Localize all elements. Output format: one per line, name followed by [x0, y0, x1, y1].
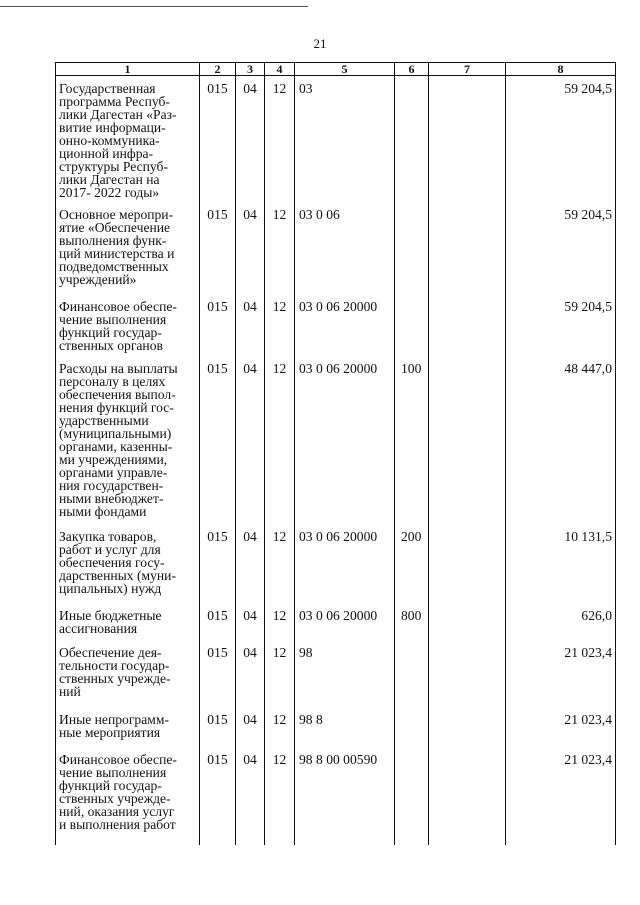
col5-cell: 98 8 00 00590 [295, 753, 395, 845]
col3-cell: 04 [236, 646, 265, 713]
col8-cell: 59 204,5 [506, 76, 616, 208]
col8-cell: 626,0 [506, 609, 616, 646]
column-header-3: 3 [236, 63, 265, 76]
row-name: Расходы на выплаты персоналу в целях обеспечения выпол- нения функций гос- ударственными (муниципальными) органами, казенны- ми учреждениями, органами управле- ния государствен- ными внебюджет- ными фондами [59, 360, 178, 519]
table-row [56, 208, 616, 300]
col3-cell: 04 [236, 530, 265, 609]
col7-cell [429, 530, 506, 609]
row-name-cell [56, 753, 200, 845]
col5-cell: 98 [295, 646, 395, 713]
col4-cell: 12 [265, 646, 295, 713]
col8-cell: 48 447,0 [506, 362, 616, 530]
row-name-cell [56, 76, 200, 208]
table-row [56, 646, 616, 713]
col2-cell: 015 [200, 609, 236, 646]
col7-cell [429, 76, 506, 208]
col5-cell: 03 0 06 [295, 208, 395, 300]
col2-cell: 015 [200, 208, 236, 300]
row-name-cell [56, 609, 200, 646]
col2-cell: 015 [200, 362, 236, 530]
table-row [56, 300, 616, 362]
row-name-cell [56, 713, 200, 753]
col2-cell: 015 [200, 753, 236, 845]
col2-cell: 015 [200, 300, 236, 362]
col5-cell: 03 0 06 20000 [295, 609, 395, 646]
row-name-cell [56, 362, 200, 530]
col3-cell: 04 [236, 362, 265, 530]
col4-cell: 12 [265, 208, 295, 300]
row-name-cell [56, 646, 200, 713]
col5-cell: 03 0 06 20000 [295, 530, 395, 609]
col7-cell [429, 713, 506, 753]
row-name: Иные непрограмм- ные мероприятия [59, 711, 169, 740]
col5-cell: 98 8 [295, 713, 395, 753]
col8-cell: 59 204,5 [506, 208, 616, 300]
table-row [56, 609, 616, 646]
col3-cell: 04 [236, 609, 265, 646]
col7-cell [429, 362, 506, 530]
col3-cell: 04 [236, 208, 265, 300]
col3-cell: 04 [236, 76, 265, 208]
col8-cell: 21 023,4 [506, 646, 616, 713]
column-header-5: 5 [295, 63, 395, 76]
col6-cell [395, 713, 429, 753]
col4-cell: 12 [265, 362, 295, 530]
column-header-2: 2 [200, 63, 236, 76]
column-header-4: 4 [265, 63, 295, 76]
col4-cell: 12 [265, 713, 295, 753]
col6-cell [395, 300, 429, 362]
row-name: Иные бюджетные ассигнования [59, 607, 162, 636]
col4-cell: 12 [265, 753, 295, 845]
col6-cell: 800 [395, 609, 429, 646]
col4-cell: 12 [265, 609, 295, 646]
budget-table [55, 62, 616, 845]
col4-cell: 12 [265, 530, 295, 609]
col5-cell: 03 [295, 76, 395, 208]
row-name-cell [56, 530, 200, 609]
table-row [56, 713, 616, 753]
col3-cell: 04 [236, 753, 265, 845]
col2-cell: 015 [200, 530, 236, 609]
col6-cell: 200 [395, 530, 429, 609]
row-name: Государственная программа Респуб- лики Дагестан «Раз- витие информаци- онно-коммуника- ционной инфра- структуры Респуб- лики Дагестан на 2017- 2022 годы» [59, 81, 177, 200]
col8-cell: 59 204,5 [506, 300, 616, 362]
col7-cell [429, 208, 506, 300]
col3-cell: 04 [236, 300, 265, 362]
table-row [56, 76, 616, 208]
col5-cell: 03 0 06 20000 [295, 300, 395, 362]
row-name: Основное меропри- ятие «Обеспечение выполнения функ- ций министерства и подведомственных учреждений» [59, 206, 175, 287]
page-number: 21 [313, 36, 327, 51]
row-name-cell [56, 208, 200, 300]
top-rule [0, 6, 308, 7]
col6-cell: 100 [395, 362, 429, 530]
column-header-7: 7 [429, 63, 506, 76]
table-row [56, 362, 616, 530]
col2-cell: 015 [200, 646, 236, 713]
col7-cell [429, 300, 506, 362]
col6-cell [395, 646, 429, 713]
col6-cell [395, 76, 429, 208]
col2-cell: 015 [200, 713, 236, 753]
col6-cell [395, 208, 429, 300]
col3-cell: 04 [236, 713, 265, 753]
column-header-1: 1 [56, 63, 200, 76]
col5-cell: 03 0 06 20000 [295, 362, 395, 530]
col8-cell: 10 131,5 [506, 530, 616, 609]
col7-cell [429, 609, 506, 646]
col8-cell: 21 023,4 [506, 753, 616, 845]
table-row [56, 753, 616, 845]
col7-cell [429, 753, 506, 845]
col6-cell [395, 753, 429, 845]
row-name-cell [56, 300, 200, 362]
col8-cell: 21 023,4 [506, 713, 616, 753]
table-row [56, 530, 616, 609]
col7-cell [429, 646, 506, 713]
row-name: Финансовое обеспе- чение выполнения функций государ- ственных учрежде- ний, оказания услуг и выполнения работ [59, 751, 177, 832]
col2-cell: 015 [200, 76, 236, 208]
header-row [56, 63, 616, 76]
row-name: Закупка товаров, работ и услуг для обеспечения госу- дарственных (муни- ципальных) нужд [59, 528, 176, 596]
row-name: Финансовое обеспе- чение выполнения функций государ- ственных органов [59, 298, 177, 353]
row-name: Обеспечение дея- тельности государ- ственных учрежде- ний [59, 644, 171, 699]
column-header-6: 6 [395, 63, 429, 76]
col4-cell: 12 [265, 76, 295, 208]
col4-cell: 12 [265, 300, 295, 362]
column-header-8: 8 [506, 63, 616, 76]
